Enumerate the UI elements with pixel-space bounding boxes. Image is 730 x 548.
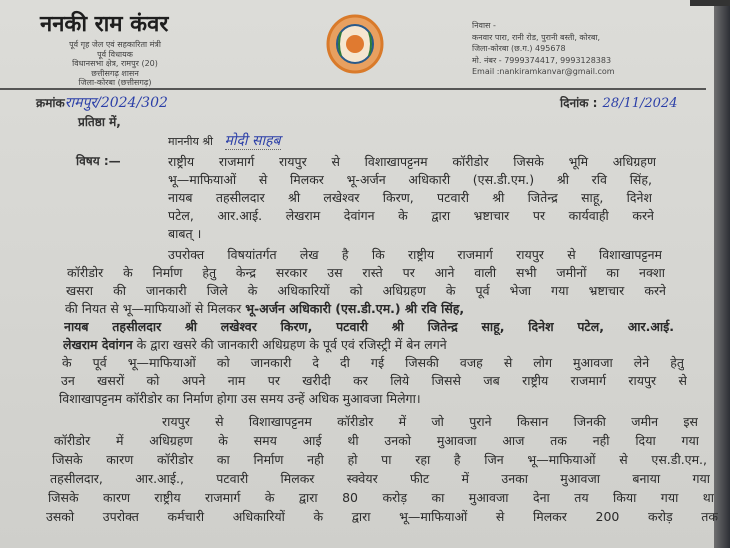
paragraph-line xyxy=(65,300,670,317)
subject-line: बाबत् । xyxy=(168,226,202,241)
subject-label: विषय :— xyxy=(76,154,121,168)
paragraph-line: जिसके कारण राष्ट्रीय राजमार्ग के द्वारा 80 करोड़ का मुआवजा देना तय किया गया था xyxy=(48,490,714,505)
designation-line: छत्तीसगढ़ शासन xyxy=(91,68,139,78)
date-value: 28/11/2024 xyxy=(602,96,678,111)
reference-label: क्रमांक xyxy=(36,96,65,110)
subject-line: पटेल, आर.आई. लेखराम देवांगन के द्वारा भ्रष्टाचार पर कार्यवाही करने xyxy=(168,208,654,223)
bold-text: लेखराम देवांगन xyxy=(63,337,133,352)
reference-value: रामपुर/2024/302 xyxy=(64,95,168,111)
paragraph-line: खसरा की जानकारी जिले के अधिकारियों को अधिग्रहण के पूर्व भेजा गया भ्रष्टाचार करने xyxy=(66,283,666,298)
recipient-name: मोदी साहब xyxy=(224,133,281,149)
date-label: दिनांक : xyxy=(560,96,598,110)
paragraph-line: कॉरीडोर के निर्माण हेतु केन्द्र सरकार उस रास्ते पर आने वाली सभी जमीनों का नक्शा xyxy=(67,265,665,280)
letterhead-address xyxy=(472,20,615,78)
paragraph-line: उपरोक्त विषयांतर्गत लेख है कि राष्ट्रीय राजमार्ग रायपुर से विशाखापट्टनम xyxy=(168,247,662,262)
photo-edge xyxy=(714,0,730,548)
phone-line: मो. नंबर - 7999374417, 9993128383 xyxy=(472,55,612,65)
designation-line: जिला-कोरबा (छत्तीसगढ़) xyxy=(78,78,152,87)
emblem-logo xyxy=(305,14,405,74)
letterhead-designation xyxy=(40,40,190,88)
letterhead-name: ननकी राम कंवर xyxy=(40,12,169,37)
paragraph-line: रायपुर से विशाखापट्टनम कॉरीडोर में जो पुराने किसान जिनकी जमीन इस xyxy=(162,414,698,429)
honorific-label: माननीय श्री xyxy=(168,135,213,148)
email-line: Email :nankiramkanvar@gmail.com xyxy=(472,67,615,76)
paragraph-line: विशाखापट्टनम कॉरीडोर का निर्माण होगा उस समय उन्हें अधिक मुआवजा मिलेगा। xyxy=(59,391,421,406)
paragraph-line: जिसके कारण कॉरीडोर का निर्माण नही हो पा रहा है जिन भू—माफियाओं से एस.डी.एम., xyxy=(52,452,707,467)
subject-line: राष्ट्रीय राजमार्ग रायपुर से विशाखापट्टनम कॉरीडोर जिसके भूमि अधिग्रहण xyxy=(168,154,656,169)
paragraph-line: नायब तहसीलदार श्री लखेश्वर किरण, पटवारी श्री जितेन्द्र साहू, दिनेश पटेल, आर.आई. xyxy=(64,319,674,334)
paragraph-line: उन खसरों को अपने नाम पर खरीदी कर लिये जिससे जब राष्ट्रीय राजमार्ग रायपुर से xyxy=(61,373,687,388)
paragraph-line: तहसीलदार, आर.आई., पटवारी मिलकर स्क्वेयर फीट में उनका मुआवजा बनाया गया xyxy=(50,471,710,486)
text: की नियत से भू—माफियाओं से मिलकर xyxy=(65,301,242,316)
bold-text: भू-अर्जन अधिकारी (एस.डी.एम.) श्री रवि सिंह, xyxy=(245,301,465,316)
text: के द्वारा खसरे की जानकारी अधिग्रहण के पूर्व एवं रजिस्ट्री में बेन लगने xyxy=(136,337,447,352)
subject-line: नायब तहसीलदार श्री लखेश्वर किरण, पटवारी श्री जितेन्द्र साहू, दिनेश xyxy=(168,190,652,205)
date xyxy=(560,93,677,111)
address-line: निवास - xyxy=(472,21,496,30)
paragraph-line xyxy=(63,336,676,353)
address-line: कनवार पारा, रानी रोड, पुरानी बस्ती, कोरबा, xyxy=(472,32,601,42)
designation-line: पूर्व गृह जेल एवं सहकारिता मंत्री xyxy=(69,40,161,49)
designation-line: पूर्व विधायक xyxy=(97,49,133,59)
paragraph-line: के पूर्व भू—माफियाओं को जानकारी दे दी गई जिसकी वजह से लोग मुआवजा लेने हेतु xyxy=(62,355,684,370)
designation-line: विधानसभा क्षेत्र, रामपुर (20) xyxy=(72,59,158,68)
paragraph-line: उसको उपरोक्त कर्मचारी अधिकारियों के द्वारा भू—माफियाओं से मिलकर 200 करोड़ तक xyxy=(46,509,718,524)
header-divider xyxy=(0,88,706,90)
reference-number xyxy=(36,93,168,111)
addressee-line: प्रतिष्ठा में, xyxy=(78,115,121,129)
address-line: जिला-कोरबा (छ.ग.) 495678 xyxy=(472,44,566,53)
photo-corner xyxy=(690,0,730,6)
paragraph-line: कॉरीडोर में अधिग्रहण के समय आई थी उनको मुआवजा आज तक नही दिया गया xyxy=(54,433,699,448)
honorific xyxy=(168,132,281,150)
subject-line: भू—माफियाओं से मिलकर भू-अर्जन अधिकारी (एस.डी.एम.) श्री रवि सिंह, xyxy=(168,172,652,187)
